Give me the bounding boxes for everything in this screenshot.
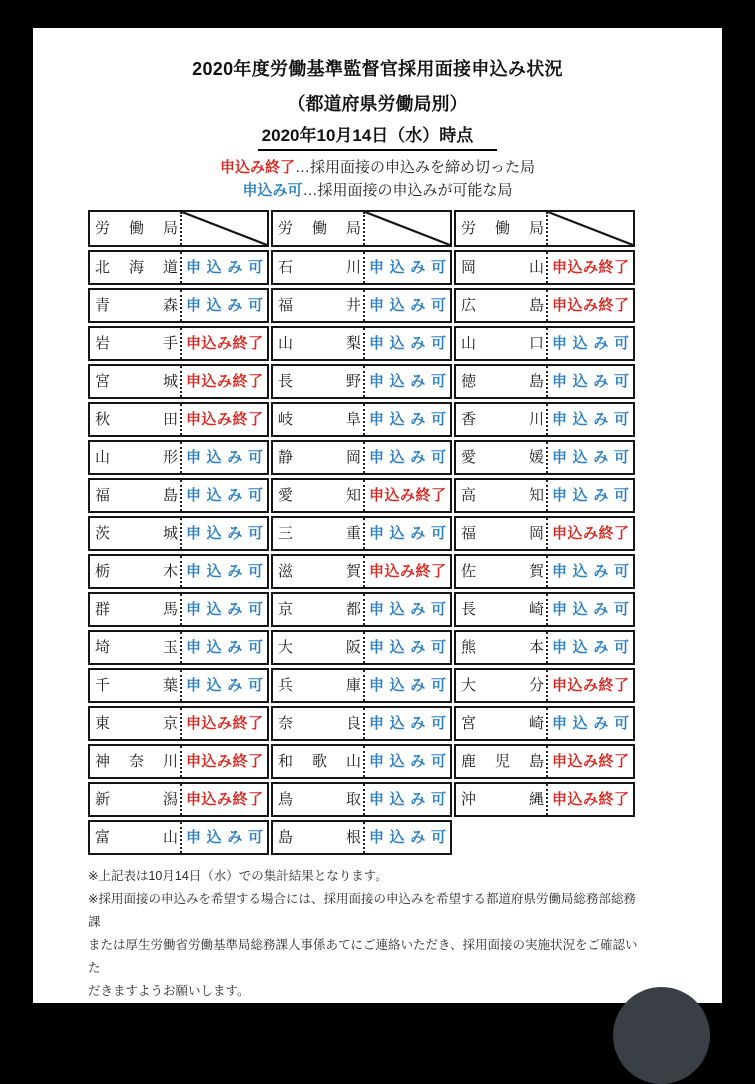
table-row [88,516,269,551]
labor-bureau-header-label: 労働局 [95,220,178,237]
status-table [88,210,637,858]
prefecture-name: 長野 [278,373,361,390]
table-row [88,326,269,361]
legend-term-open: 申込み可 [242,182,303,199]
table-row [271,782,452,817]
status-label: 申込み可 [180,670,267,701]
as-of-date-row [33,125,722,151]
prefecture-name: 岩手 [95,335,178,352]
status-label: 申込み可 [546,442,633,473]
prefecture-name: 兵庫 [278,677,361,694]
status-label: 申込み可 [363,518,450,549]
prefecture-name: 愛知 [278,487,361,504]
table-header-row [88,210,269,247]
table-row [271,326,452,361]
table-row [454,592,635,627]
prefecture-name: 神奈川 [95,753,178,770]
table-column-1 [88,210,269,858]
status-label: 申込み終了 [363,480,450,511]
status-label: 申込み可 [180,480,267,511]
footnotes [88,865,644,1003]
table-row [271,478,452,513]
status-label: 申込み可 [180,594,267,625]
status-label: 申込み可 [180,252,267,283]
legend-closed-line [33,158,722,178]
status-label: 申込み可 [363,366,450,397]
status-label: 申込み可 [180,822,267,853]
status-label: 申込み可 [363,784,450,815]
status-label: 申込み終了 [180,404,267,435]
prefecture-name: 熊本 [461,639,544,656]
labor-bureau-header-label: 労働局 [278,220,361,237]
status-label: 申込み可 [180,290,267,321]
status-label: 申込み終了 [546,746,633,777]
table-row [454,744,635,779]
status-label: 申込み可 [546,404,633,435]
table-row [454,516,635,551]
prefecture-name: 栃木 [95,563,178,580]
labor-bureau-header-label: 労働局 [461,220,544,237]
table-row [88,478,269,513]
table-row [88,364,269,399]
prefecture-name: 埼玉 [95,639,178,656]
table-row [454,554,635,589]
status-label: 申込み可 [546,328,633,359]
status-label: 申込み可 [363,708,450,739]
status-label: 申込み可 [363,632,450,663]
prefecture-name: 宮城 [95,373,178,390]
table-row [271,440,452,475]
table-row [454,402,635,437]
diagonal-line [546,212,633,245]
status-label: 申込み終了 [546,518,633,549]
prefecture-name: 鳥取 [278,791,361,808]
prefecture-name: 静岡 [278,449,361,466]
status-label: 申込み終了 [546,670,633,701]
table-row [88,250,269,285]
status-label: 申込み可 [180,518,267,549]
status-label: 申込み可 [363,594,450,625]
table-row [454,326,635,361]
status-label: 申込み終了 [546,290,633,321]
table-row [454,250,635,285]
table-row [88,706,269,741]
prefecture-name: 秋田 [95,411,178,428]
status-label: 申込み可 [546,632,633,663]
status-label: 申込み可 [363,670,450,701]
footnote-line: または厚生労働省労働基準局総務課人事係あてにご連絡いただき、採用面接の実施状況をご確認いた [88,938,638,975]
status-label: 申込み可 [363,328,450,359]
table-row [88,782,269,817]
prefecture-name: 香川 [461,411,544,428]
status-label: 申込み可 [363,746,450,777]
as-of-date: 2020年10月14日（水）時点 [258,125,498,151]
prefecture-name: 鹿児島 [461,753,544,770]
table-header-row [454,210,635,247]
floating-action-button[interactable] [613,987,710,1084]
table-row [271,516,452,551]
table-row [271,744,452,779]
table-row [271,630,452,665]
prefecture-name: 東京 [95,715,178,732]
prefecture-name: 岐阜 [278,411,361,428]
status-label: 申込み終了 [180,784,267,815]
status-label: 申込み終了 [546,784,633,815]
table-rows-group-3 [454,250,635,820]
status-label: 申込み可 [546,480,633,511]
prefecture-name: 愛媛 [461,449,544,466]
prefecture-name: 北海道 [95,259,178,276]
prefecture-name: 山口 [461,335,544,352]
legend-desc-closed: …採用面接の申込みを締め切った局 [295,159,536,176]
table-row [454,478,635,513]
table-column-3 [454,210,635,820]
status-label: 申込み可 [180,442,267,473]
status-label: 申込み可 [546,366,633,397]
status-label: 申込み可 [180,556,267,587]
table-row [88,554,269,589]
status-label: 申込み可 [363,442,450,473]
table-row [271,706,452,741]
status-label: 申込み可 [180,632,267,663]
legend-open-line [33,181,722,201]
prefecture-name: 富山 [95,829,178,846]
table-row [271,364,452,399]
table-row [88,820,269,855]
table-row [454,288,635,323]
prefecture-name: 宮崎 [461,715,544,732]
document-page [33,28,722,1003]
status-label: 申込み可 [363,290,450,321]
prefecture-name: 茨城 [95,525,178,542]
table-row [454,440,635,475]
status-label: 申込み終了 [180,328,267,359]
prefecture-name: 青森 [95,297,178,314]
footnote-line: ※上記表は10月14日（水）での集計結果となります。 [88,869,388,883]
footnote-line: ※採用面接の申込みを希望する場合には、採用面接の申込みを希望する都道府県労働局総務部総務課 [88,892,636,929]
table-row [454,706,635,741]
prefecture-name: 京都 [278,601,361,618]
prefecture-name: 徳島 [461,373,544,390]
table-row [88,630,269,665]
prefecture-name: 高知 [461,487,544,504]
table-row [454,668,635,703]
prefecture-name: 大分 [461,677,544,694]
table-row [454,630,635,665]
prefecture-name: 三重 [278,525,361,542]
prefecture-name: 岡山 [461,259,544,276]
status-label: 申込み終了 [363,556,450,587]
prefecture-name: 群馬 [95,601,178,618]
table-row [271,288,452,323]
legend-desc-open: …採用面接の申込みが可能な局 [302,182,513,199]
table-row [88,402,269,437]
table-rows-group-1 [88,250,269,858]
table-row [454,364,635,399]
prefecture-name: 長崎 [461,601,544,618]
status-label: 申込み可 [363,404,450,435]
prefecture-name: 石川 [278,259,361,276]
table-column-2 [271,210,452,858]
prefecture-name: 大阪 [278,639,361,656]
table-row [271,402,452,437]
prefecture-name: 福井 [278,297,361,314]
prefecture-name: 山形 [95,449,178,466]
status-label: 申込み終了 [180,708,267,739]
table-row [271,592,452,627]
prefecture-name: 和歌山 [278,753,361,770]
status-label: 申込み可 [363,822,450,853]
diagonal-line [180,212,267,245]
table-row [271,250,452,285]
status-label: 申込み可 [546,556,633,587]
page-subtitle: （都道府県労働局別） [287,94,468,114]
legend-term-closed: 申込み終了 [219,159,295,176]
table-row [454,782,635,817]
prefecture-name: 沖縄 [461,791,544,808]
page-title: 2020年度労働基準監督官採用面接申込み状況 [192,59,563,79]
table-row [88,592,269,627]
table-rows-group-2 [271,250,452,858]
footnote-line: だきますようお願いします。 [88,984,250,998]
prefecture-name: 千葉 [95,677,178,694]
status-label: 申込み可 [363,252,450,283]
table-row [88,668,269,703]
status-label: 申込み可 [546,594,633,625]
prefecture-name: 奈良 [278,715,361,732]
prefecture-name: 滋賀 [278,563,361,580]
table-row [88,744,269,779]
status-label: 申込み終了 [180,746,267,777]
diagonal-line [363,212,450,245]
table-header-row [271,210,452,247]
status-label: 申込み終了 [546,252,633,283]
prefecture-name: 佐賀 [461,563,544,580]
prefecture-name: 島根 [278,829,361,846]
table-row [271,820,452,855]
prefecture-name: 山梨 [278,335,361,352]
prefecture-name: 広島 [461,297,544,314]
table-row [88,288,269,323]
status-label: 申込み終了 [180,366,267,397]
prefecture-name: 新潟 [95,791,178,808]
prefecture-name: 福島 [95,487,178,504]
status-label: 申込み可 [546,708,633,739]
table-row [271,554,452,589]
table-row [271,668,452,703]
prefecture-name: 福岡 [461,525,544,542]
table-row [88,440,269,475]
